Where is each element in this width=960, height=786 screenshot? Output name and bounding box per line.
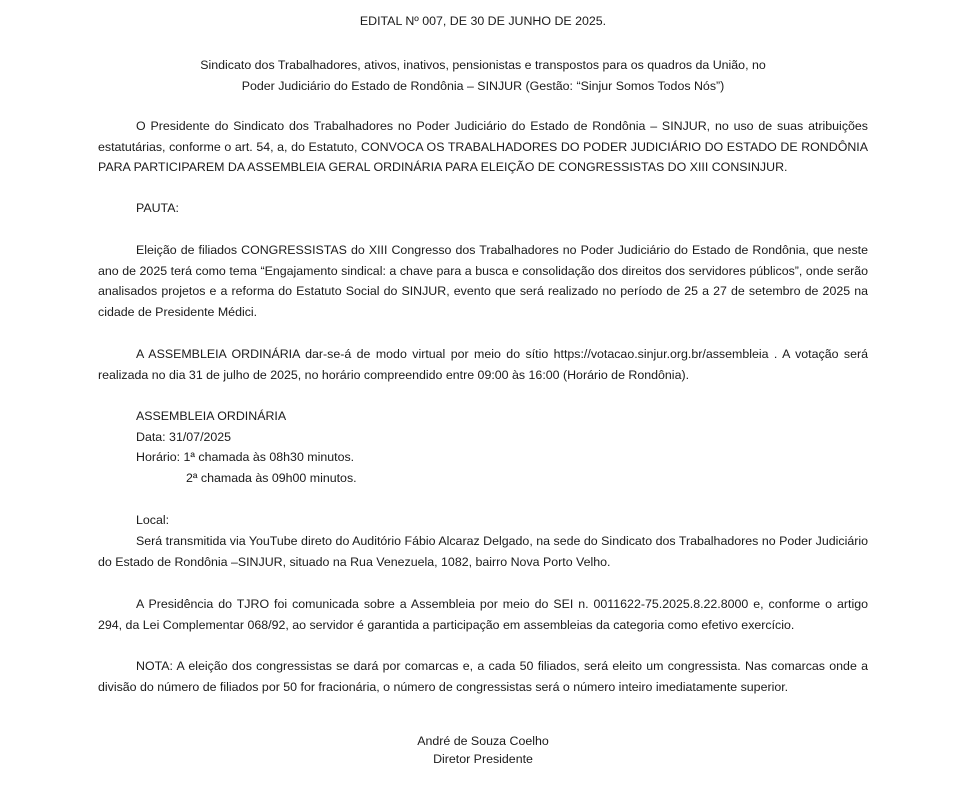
presidencia-paragraph: A Presidência do TJRO foi comunicada sobre a Assembleia por meio do SEI n. 0011622-75.2025.8.22.8000 e, conforme o artigo 294, da Lei Complementar 068/92, ao servidor é garantida a participação em assembleias da categoria como efetivo exercício. xyxy=(98,597,868,632)
local-label: Local: xyxy=(136,513,170,527)
union-name xyxy=(98,55,868,97)
signature-name: André de Souza Coelho xyxy=(417,734,549,748)
pauta-paragraph: Eleição de filiados CONGRESSISTAS do XIII Congresso dos Trabalhadores no Poder Judiciário do Estado de Rondônia, que neste ano de 2025 terá como tema “Engajamento sindical: a chave para a busca e consolidação dos direitos dos servidores públicos”, onde serão analisados projetos e a reforma do Estatuto Social do SINJUR, evento que será realizado no período de 25 a 27 de setembro de 2025 na cidade de Presidente Médici. xyxy=(98,243,868,319)
union-name-line-1: Sindicato dos Trabalhadores, ativos, inativos, pensionistas e transpostos para os quadros da União, no xyxy=(200,58,766,72)
union-name-line-2: Poder Judiciário do Estado de Rondônia – SINJUR (Gestão: “Sinjur Somos Todos Nós”) xyxy=(241,79,725,93)
local-paragraph: Será transmitida via YouTube direto do Auditório Fábio Alcaraz Delgado, na sede do Sindicato dos Trabalhadores no Poder Judiciário do Estado de Rondônia –SINJUR, situado na Rua Venezuela, 1082, bairro Nova Porto Velho. xyxy=(98,534,868,569)
schedule-block xyxy=(136,406,357,488)
schedule-time-second-call: 2ª chamada às 09h00 minutos. xyxy=(186,470,357,485)
signature-block xyxy=(98,732,868,768)
document-page xyxy=(98,0,868,786)
edital-title: EDITAL Nº 007, DE 30 DE JUNHO DE 2025. xyxy=(359,14,607,28)
assembleia-paragraph: A ASSEMBLEIA ORDINÁRIA dar-se-á de modo virtual por meio do sítio https://votacao.sinjur.org.br/assembleia . A votação será realizada no dia 31 de julho de 2025, no horário compreendido entre 09:00 às 16:00 (Horário de Rondônia). xyxy=(98,347,868,382)
schedule-date: Data: 31/07/2025 xyxy=(136,429,232,444)
pauta-label: PAUTA: xyxy=(136,201,179,215)
intro-paragraph: O Presidente do Sindicato dos Trabalhadores no Poder Judiciário do Estado de Rondônia – SINJUR, no uso de suas atribuições estatutárias, conforme o art. 54, a, do Estatuto, CONVOCA OS TRABALHADORES DO PODER JUDICIÁRIO DO ESTADO DE RONDÔNIA PARA PARTICIPAREM DA ASSEMBLEIA GERAL ORDINÁRIA PARA ELEIÇÃO DE CONGRESSISTAS DO XIII CONSINJUR. xyxy=(98,119,868,174)
schedule-time-first-call: Horário: 1ª chamada às 08h30 minutos. xyxy=(136,450,355,464)
schedule-heading: ASSEMBLEIA ORDINÁRIA xyxy=(136,409,287,423)
signature-role: Diretor Presidente xyxy=(433,752,533,766)
nota-paragraph: NOTA: A eleição dos congressistas se dará por comarcas e, a cada 50 filiados, será eleito um congressista. Nas comarcas onde a divisão do número de filiados por 50 for fracionária, o número de congressistas será o número inteiro imediatamente superior. xyxy=(98,659,868,694)
